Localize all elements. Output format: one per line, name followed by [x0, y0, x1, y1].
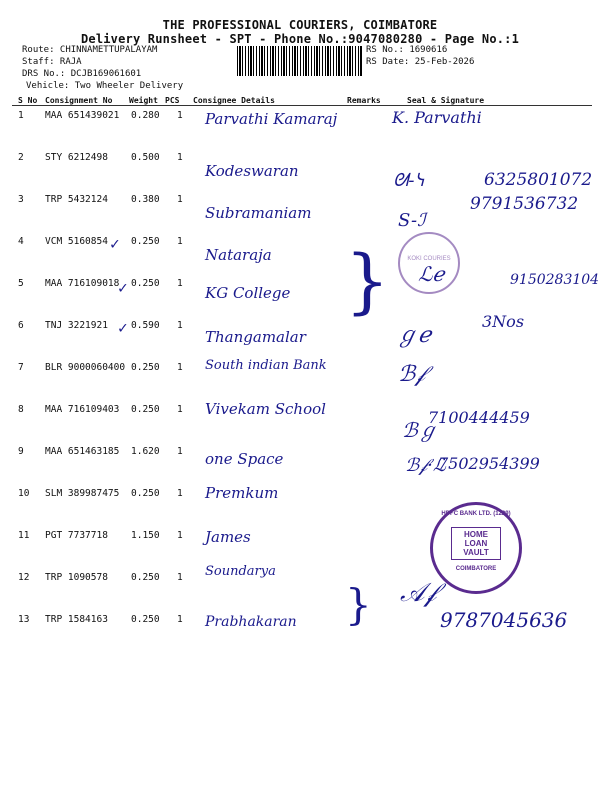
col-consignee: Consignee Details [193, 96, 275, 105]
row-pcs: 1 [177, 194, 183, 205]
row-signature: 9791536732 [470, 194, 579, 214]
row-pcs: 1 [177, 236, 183, 247]
row-sno: 10 [18, 488, 30, 499]
row-pcs: 1 [177, 362, 183, 373]
row-weight: 0.250 [131, 278, 160, 289]
row-signature: 7100444459 [428, 408, 530, 427]
row-sno: 5 [18, 278, 24, 289]
row-sno: 2 [18, 152, 24, 163]
check-mark: ✓ [110, 234, 120, 253]
row-consignee: KG College [205, 284, 291, 302]
signature-scribble: ℬℊ [402, 418, 438, 442]
row-consignee: Vivekam School [205, 400, 326, 418]
barcode [237, 46, 363, 76]
runsheet-title: THE PROFESSIONAL COURIERS, COIMBATORE [162, 18, 438, 32]
col-pcs: PCS [165, 96, 180, 105]
bank-stamp-city: COIMBATORE [455, 566, 497, 572]
row-pcs: 1 [177, 278, 183, 289]
row-signature: 7502954399 [438, 454, 540, 473]
col-sno: S No [18, 96, 38, 105]
row-consignment-no: VCM 5160854 [45, 236, 108, 247]
row-consignment-no: TNJ 3221921 [45, 320, 108, 331]
row-sno: 9 [18, 446, 24, 457]
row-consignee: Subramaniam [205, 204, 312, 222]
vehicle: Vehicle: Two Wheeler Delivery [26, 81, 184, 91]
row-consignment-no: PGT 7737718 [45, 530, 108, 541]
rs-date: RS Date: 25-Feb-2026 [366, 57, 475, 67]
remarks-brace-bottom: } [345, 580, 372, 629]
signature-scribble: ℬ𝒻·ℒ [405, 455, 446, 476]
row-consignee: South indian Bank [205, 358, 327, 373]
runsheet-subtitle: Delivery Runsheet - SPT - Phone No.:9047080280 - Page No.:1 [80, 32, 520, 46]
row-consignment-no: MAA 716109018 [45, 278, 120, 289]
row-pcs: 1 [177, 404, 183, 415]
row-consignee: one Space [205, 450, 284, 468]
route: Route: CHINNAMETTUPALAYAM [22, 45, 158, 55]
row-weight: 0.590 [131, 320, 160, 331]
row-pcs: 1 [177, 446, 183, 457]
row-consignment-no: TRP 1090578 [45, 572, 108, 583]
table-row [0, 110, 600, 152]
check-mark: ✓ [118, 318, 128, 337]
row-sno: 7 [18, 362, 24, 373]
row-sno: 1 [18, 110, 24, 121]
remarks-brace-top: } [345, 240, 390, 322]
row-weight: 1.620 [131, 446, 160, 457]
signature-scribble: 𝒜𝒻 [400, 578, 437, 608]
staff: Staff: RAJA [22, 57, 82, 67]
row-weight: 0.250 [131, 614, 160, 625]
row-signature: K. Parvathi [392, 108, 482, 127]
header-rule [12, 105, 592, 106]
table-row [0, 608, 600, 656]
row-weight: 0.280 [131, 110, 160, 121]
row-weight: 0.250 [131, 362, 160, 373]
check-mark: ✓ [118, 278, 128, 297]
row-pcs: 1 [177, 320, 183, 331]
row-consignee: Kodeswaran [205, 162, 299, 180]
row-consignment-no: TRP 5432124 [45, 194, 108, 205]
table-row [0, 152, 600, 194]
row-weight: 1.150 [131, 530, 160, 541]
row-consignee: Thangamalar [205, 328, 306, 346]
row-weight: 0.250 [131, 572, 160, 583]
table-row [0, 194, 600, 236]
col-seal-signature: Seal & Signature [407, 96, 485, 105]
bank-stamp-ring-text: HDFC BANK LTD. (1229) [441, 511, 511, 517]
table-row [0, 358, 600, 404]
signature-scribble: ℬ𝒻 [398, 362, 426, 387]
row-consignment-no: MAA 651439021 [45, 110, 120, 121]
row-signature: 9787045636 [440, 608, 568, 632]
row-pcs: 1 [177, 110, 183, 121]
row-sno: 8 [18, 404, 24, 415]
row-weight: 0.500 [131, 152, 160, 163]
row-consignee: Prabhakaran [205, 614, 297, 630]
row-consignment-no: MAA 716109403 [45, 404, 120, 415]
row-sno: 13 [18, 614, 30, 625]
row-consignee: Soundarya [205, 564, 276, 579]
row-weight: 0.380 [131, 194, 160, 205]
row-sno: 6 [18, 320, 24, 331]
row-sno: 3 [18, 194, 24, 205]
row-consignment-no: SLM 389987475 [45, 488, 120, 499]
row-pcs: 1 [177, 488, 183, 499]
bank-stamp [430, 502, 522, 594]
row-consignee: Parvathi Kamaraj [205, 110, 338, 128]
row-signature: 6325801072 [484, 170, 593, 190]
row-consignment-no: BLR 9000060400 [45, 362, 126, 373]
row-signature: 9150283104 [510, 272, 600, 288]
row-sno: 11 [18, 530, 30, 541]
table-row [0, 446, 600, 488]
row-consignment-no: STY 6212498 [45, 152, 108, 163]
row-weight: 0.250 [131, 404, 160, 415]
table-row [0, 312, 600, 362]
row-pcs: 1 [177, 572, 183, 583]
row-sno: 4 [18, 236, 24, 247]
bank-stamp-center: HOME LOAN VAULT [451, 527, 501, 560]
row-weight: 0.250 [131, 488, 160, 499]
row-pcs: 1 [177, 530, 183, 541]
drs-no: DRS No.: DCJB169061601 [22, 69, 142, 79]
row-consignee: Nataraja [205, 246, 272, 264]
row-consignee: Premkum [205, 484, 279, 502]
row-pcs: 1 [177, 152, 183, 163]
courier-stamp-text: KOKI COURIES [407, 256, 451, 262]
table-row [0, 400, 600, 446]
row-weight: 0.250 [131, 236, 160, 247]
row-pcs: 1 [177, 614, 183, 625]
col-consignment: Consignment No [45, 96, 113, 105]
signature-scribble: ᘛ-ᓭ [393, 170, 424, 191]
row-consignment-no: MAA 651463185 [45, 446, 120, 457]
row-consignment-no: TRP 1584163 [45, 614, 108, 625]
row-sno: 12 [18, 572, 30, 583]
row-signature: 3Nos [482, 312, 525, 331]
col-weight: Weight [129, 96, 158, 105]
col-remarks: Remarks [347, 96, 381, 105]
signature-scribble: ℒℯ [418, 262, 445, 286]
row-consignee: James [205, 528, 251, 546]
signature-scribble: S-ℐ [398, 210, 426, 231]
signature-scribble: ℊℯ [396, 323, 432, 348]
rs-no: RS No.: 1690616 [366, 45, 448, 55]
